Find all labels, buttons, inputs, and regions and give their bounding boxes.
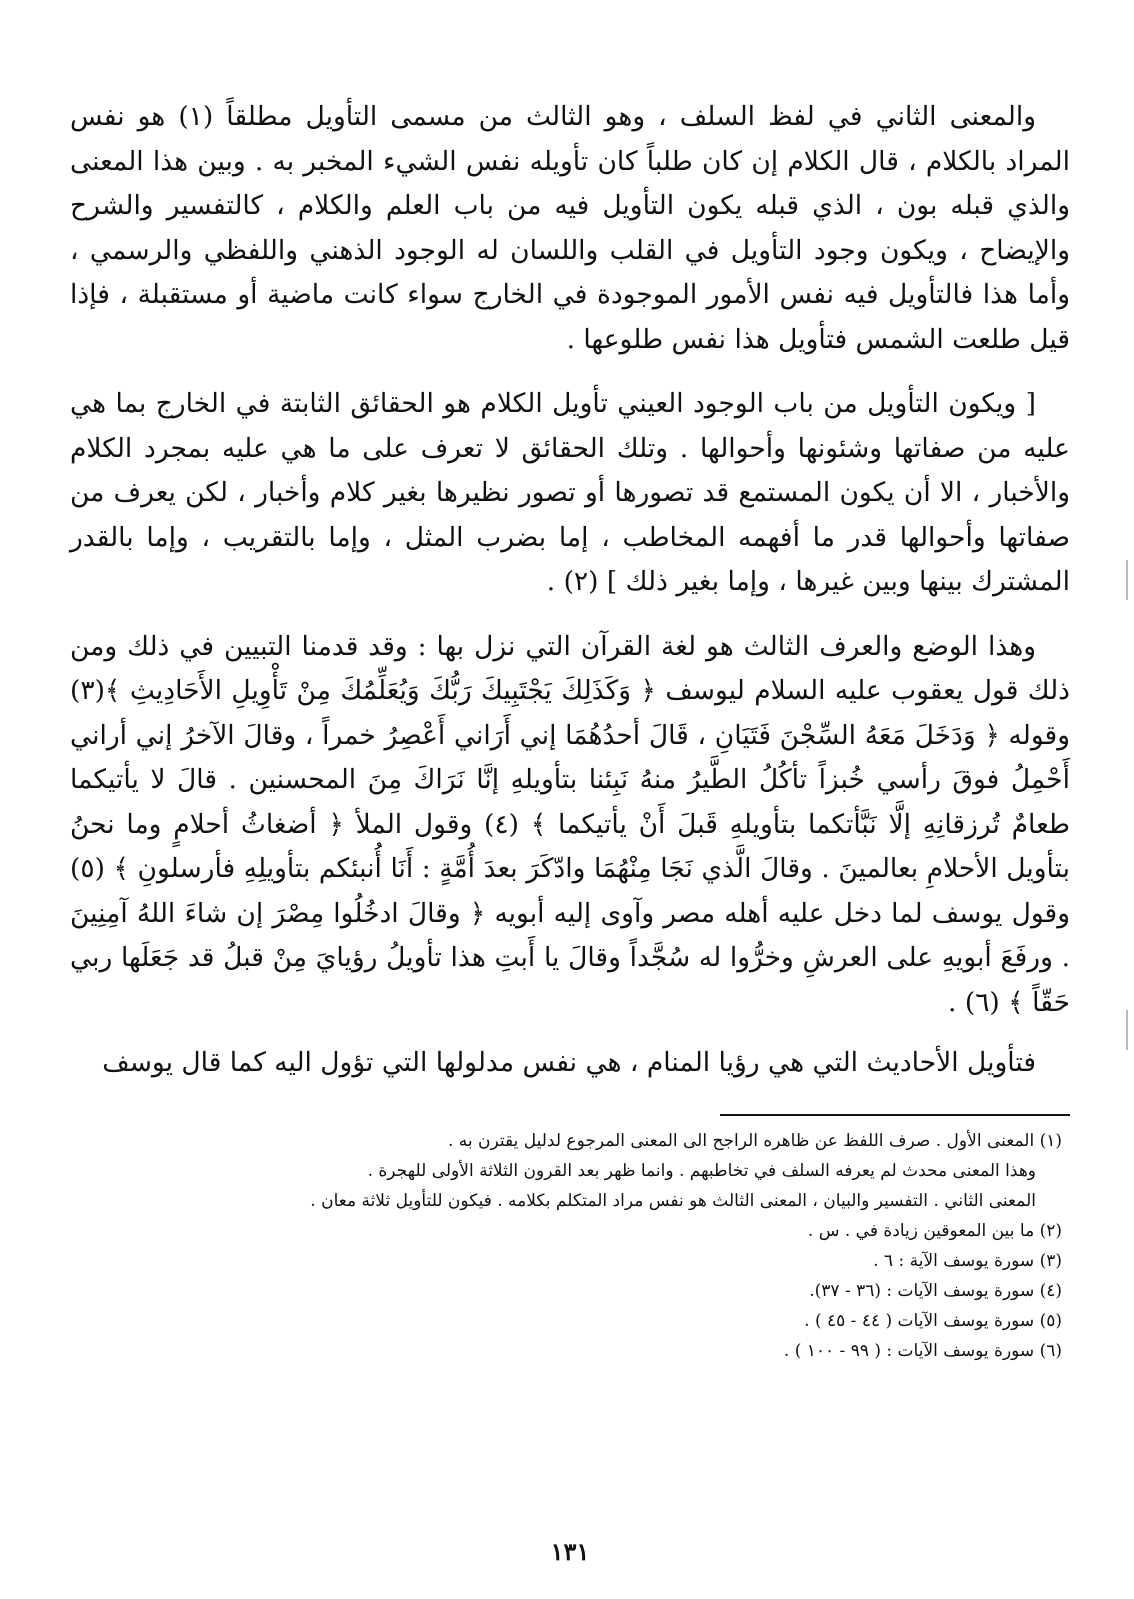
scan-edge-mark	[1126, 1010, 1128, 1050]
paragraph-4: فتأويل الأحاديث التي هي رؤيا المنام ، هي نفس مدلولها التي تؤول اليه كما قال يوسف	[102, 1047, 1036, 1078]
paragraph-3: وهذا الوضع والعرف الثالث هو لغة القرآن التي نزل بها : وقد قدمنا التبيين في ذلك ومن ذلك قول يعقوب عليه السلام ليوسف ﴿ وَكَذَلِكَ يَجْتَبِيكَ رَبُّكَ وَيُعَلِّمُكَ مِنْ تَأْوِيلِ الأَحَادِيثِ ﴾(٣) وقوله ﴿ وَدَخَلَ مَعَهُ السِّجْنَ فَتَيَانِ ، قَالَ أحدُهُمَا إني أَرَاني أَعْصِرُ خمراً ، وقالَ الآخرُ إني أراني أَحْمِلُ فوقَ رأسي خُبزاً تأكُلُ الطَّيرُ منهُ نَبِئنا بتأويلهِ إنَّا نَرَاكَ مِنَ المحسنين . قالَ لا يأتيكما طعامٌ تُرزقانِهِ إلَّا نَبَّأتكما بتأويلهِ قَبلَ أَنْ يأتيكما ﴾ (٤) وقول الملأ ﴿ أضغاثُ أحلامٍ وما نحنُ بتأويل الأحلامِ بعالمينَ . وقالَ الَّذي نَجَا مِنْهُمَا وادّكَرَ بعدَ أُمَّةٍ : أَنَا أُنبئكم بتأويلِهِ فأرسلونِ ﴾ (٥) وقول يوسف لما دخل عليه أهله مصر وآوى إليه أبويه ﴿ وقالَ ادخُلُوا مِصْرَ إن شاءَ اللهُ آمِنِينَ . ورفَعَ أبويهِ على العرشِ وخرُّوا له سُجَّداً وقالَ يا أَبتِ هذا تأويلُ رؤيايَ مِنْ قبلُ قد جَعَلَها ربي حَقّاً ﴾ (٦) .	[70, 630, 1070, 1018]
paragraph-2: [ ويكون التأويل من باب الوجود العيني تأويل الكلام هو الحقائق الثابتة في الخارج بما هي عليه من صفاتها وشئونها وأحوالها . وتلك الحقائق لا تعرف على ما هي عليه بمجرد الكلام والأخبار ، الا أن يكون المستمع قد تصورها أو تصور نظيرها بغير كلام وأخبار ، لكن يعرف من صفاتها وأحوالها قدر ما أفهمه المخاطب ، إما بضرب المثل ، وإما بالتقريب ، وإما بالقدر المشترك بينها وبين غيرها ، وإما بغير ذلك ] (٢) .	[70, 388, 1070, 597]
footnote-3: (٣) سورة يوسف الآية : ٦ .	[873, 1250, 1062, 1271]
footnote-1-continuation-a: وهذا المعنى محدث لم يعرفه السلف في تخاطبهم . وانما ظهر بعد القرون الثلاثة الأولى للهجرة .	[367, 1160, 1036, 1181]
paragraph-1: والمعنى الثاني في لفظ السلف ، وهو الثالث من مسمى التأويل مطلقاً (١) هو نفس المراد بالكلام ، قال الكلام إن كان طلباً كان تأويله نفس الشيء المخبر به . وبين هذا المعنى والذي قبله بون ، الذي قبله يكون التأويل فيه من باب العلم والكلام ، كالتفسير والشرح والإيضاح ، ويكون وجود التأويل في القلب واللسان له الوجود الذهني واللفظي والرسمي ، وأما هذا فالتأويل فيه نفس الأمور الموجودة في الخارج سواء كانت ماضية أو مستقبلة ، فإذا قيل طلعت الشمس فتأويل هذا نفس طلوعها .	[70, 101, 1070, 355]
scan-edge-mark	[1126, 560, 1128, 600]
footnote-6: (٦) سورة يوسف الآيات : ( ٩٩ - ١٠٠ ) .	[783, 1340, 1062, 1361]
footnote-2: (٢) ما بين المعوقين زيادة في . س .	[807, 1220, 1062, 1241]
page-number: ١٣١	[550, 1537, 590, 1566]
footnote-1: (١) المعنى الأول . صرف اللفظ عن ظاهره الراجح الى المعنى المرجوع لدليل يقترن به .	[447, 1130, 1062, 1151]
main-text	[70, 95, 1070, 1086]
footnote-5: (٥) سورة يوسف الآيات ( ٤٤ - ٤٥ ) .	[804, 1310, 1062, 1331]
footnote-4: (٤) سورة يوسف الآيات : (٣٦ - ٣٧).	[809, 1280, 1062, 1301]
book-page	[70, 95, 1070, 1575]
footnote-1-continuation-b: المعنى الثاني . التفسير والبيان ، المعنى الثالث هو نفس مراد المتكلم بكلامه . فيكون للتأويل ثلاثة معان .	[310, 1190, 1036, 1211]
footnote-divider	[720, 1114, 1070, 1116]
footnotes	[70, 1126, 1070, 1366]
